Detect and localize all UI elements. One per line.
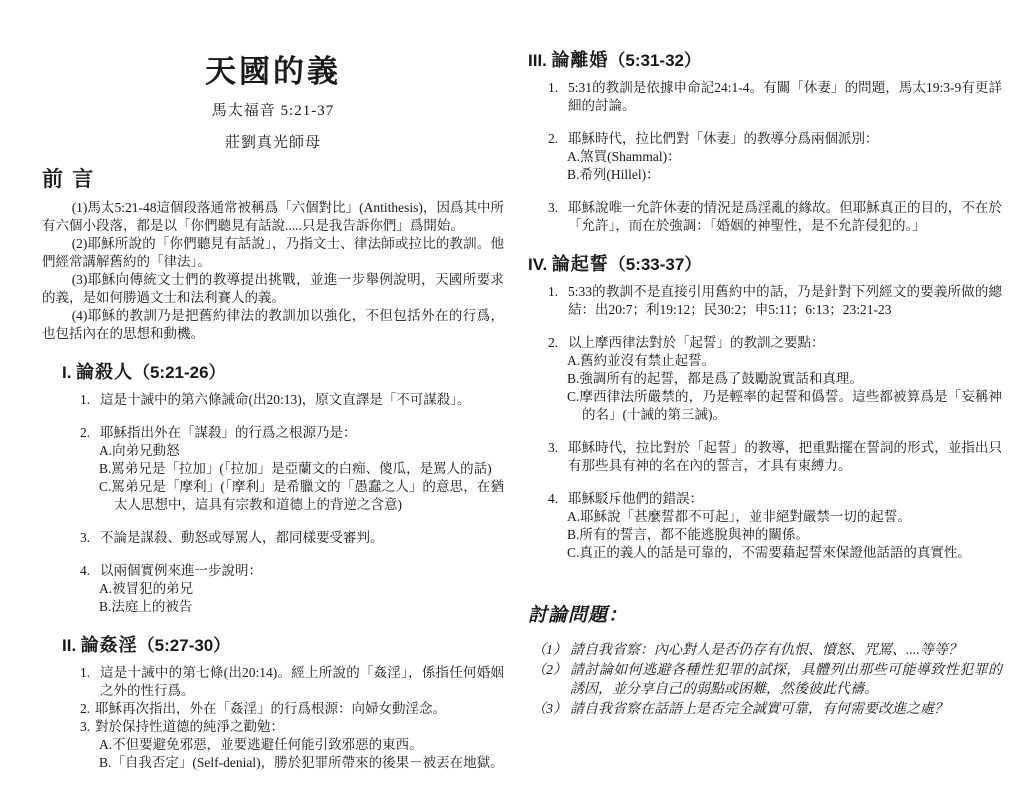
outline-item <box>548 130 1002 148</box>
outline-item <box>548 439 1002 475</box>
section-verse-range: （5:27-30） <box>137 636 231 655</box>
item-number: 2. <box>548 335 559 350</box>
section-title: 論姦淫 <box>80 635 138 655</box>
item-text: 對於保持性道德的純淨之勸勉： <box>95 719 284 734</box>
section-number: II. <box>62 636 77 655</box>
outline-item <box>80 562 504 580</box>
item-number: 3. <box>80 719 91 734</box>
outline-item <box>80 391 504 409</box>
item-number: 4. <box>548 491 559 506</box>
item-text: 耶穌說唯一允許休妻的情況是爲淫亂的緣故。但耶穌真正的目的，不在於「允許」，而在於強調：「婚姻的神聖性，是不允許侵犯的。」 <box>568 200 1002 233</box>
section-heading-oaths <box>528 250 1002 276</box>
item-number: 1. <box>548 284 559 299</box>
question-number: （1） <box>532 643 567 658</box>
item-text: 5:33的教訓不是直接引用舊約中的話，乃是針對下列經文的要義所做的總結：出20:7；利19:12；民30:2；申5:11；6:13；23:21-23 <box>568 284 1002 317</box>
item-text: 耶穌時代，拉比對於「起誓」的教導，把重點擺在誓詞的形式，並指出只有那些具有神的名在內的誓言，才具有束縛力。 <box>568 440 1002 473</box>
outline-item <box>548 79 1002 115</box>
discussion-question <box>532 700 1002 720</box>
outline-subitem: B.所有的誓言，都不能逃脫與神的關係。 <box>567 527 809 542</box>
section-title: 論離婚 <box>551 50 609 70</box>
preface-paragraph: (1)馬太5:21-48這個段落通常被稱爲「六個對比」(Antithesis)，因爲其中所有六個小段落，都是以「你們聽見有話說.....只是我告訴你們」爲開始。 <box>42 200 504 233</box>
scripture-reference: 馬太福音 5:21-37 <box>211 103 335 119</box>
item-text: 以兩個實例來進一步說明： <box>100 563 262 578</box>
outline-subitem: C.真正的義人的話是可靠的，不需要藉起誓來保證他話語的真實性。 <box>567 545 971 560</box>
item-text: 以上摩西律法對於「起誓」的教訓之要點： <box>568 335 825 350</box>
outline-item <box>80 424 504 442</box>
discussion-heading: 討論問題： <box>528 605 629 626</box>
item-text: 這是十誡中的第六條誡命(出20:13)，原文直譯是「不可謀殺」。 <box>100 392 471 407</box>
item-text: 耶穌再次指出，外在「姦淫」的行爲根源：向婦女動淫念。 <box>95 701 446 716</box>
outline-subitem: A.舊約並沒有禁止起誓。 <box>567 353 716 368</box>
outline-item <box>80 529 504 547</box>
outline-item <box>80 700 504 718</box>
outline-subitem: B.「自我否定」(Self-denial)，勝於犯罪所帶來的後果－被丟在地獄。 <box>99 755 504 770</box>
item-number: 4. <box>80 563 91 578</box>
section-heading-adultery <box>62 631 504 657</box>
section-verse-range: （5:21-26） <box>132 363 226 382</box>
outline-subitem: A.被冒犯的弟兄 <box>99 581 194 596</box>
section-title: 論起誓 <box>551 254 609 274</box>
outline-subitem: C.罵弟兄是「摩利」(「摩利」是希臘文的「愚蠢之人」的意思，在猶太人思想中，這具有宗教和道德上的背逆之含意) <box>99 479 504 512</box>
item-text: 不論是謀殺、動怒或辱罵人，都同樣要受審判。 <box>100 530 384 545</box>
preface-paragraph: (4)耶穌的教訓乃是把舊約律法的教訓加以強化，不但包括外在的行爲，也包括內在的思想和動機。 <box>42 308 504 341</box>
outline-item <box>80 664 504 700</box>
outline-subitem: B.希列(Hillel)： <box>567 167 660 182</box>
author-name: 莊劉真光師母 <box>224 135 321 151</box>
outline-item <box>548 199 1002 235</box>
item-text: 耶穌時代，拉比們對「休妻」的教導分爲兩個派別： <box>568 131 879 146</box>
section-verse-range: （5:33-37） <box>608 255 702 274</box>
outline-subitem: B.法庭上的被告 <box>99 599 193 614</box>
section-number: IV. <box>528 255 548 274</box>
page-title: 天國的義 <box>205 54 341 89</box>
outline-item <box>548 283 1002 319</box>
outline-subitem: B.強調所有的起誓，都是爲了鼓勵說實話和真理。 <box>567 371 863 386</box>
column-right <box>528 46 1002 719</box>
section-heading-murder <box>62 358 504 384</box>
item-text: 5:31的教訓是依據申命記24:1-4。有關「休妻」的問題，馬太19:3-9有更詳細的討論。 <box>568 80 1002 113</box>
section-verse-range: （5:31-32） <box>608 51 702 70</box>
item-text: 耶穌指出外在「謀殺」的行爲之根源乃是： <box>100 425 357 440</box>
item-number: 2. <box>80 701 91 716</box>
outline-subitem: A.耶穌說「甚麼誓都不可起」，並非絕對嚴禁一切的起誓。 <box>567 509 911 524</box>
discussion-section <box>528 600 1002 719</box>
item-number: 3. <box>548 200 559 215</box>
discussion-question <box>532 641 1002 661</box>
section-heading-divorce <box>528 46 1002 72</box>
question-number: （3） <box>532 701 567 717</box>
item-number: 1. <box>80 392 91 407</box>
discussion-question <box>532 661 1002 700</box>
item-number: 2. <box>80 425 91 440</box>
outline-item <box>548 490 1002 508</box>
item-text: 耶穌駁斥他們的錯誤： <box>568 491 703 506</box>
preface-heading: 前 言 <box>42 167 96 191</box>
preface-paragraph: (2)耶穌所說的「你們聽見有話說」，乃指文士、律法師或拉比的教訓。他們經常講解舊約的「律法」。 <box>42 236 504 269</box>
item-number: 2. <box>548 131 559 146</box>
question-number: （2） <box>532 662 567 678</box>
question-text: 請自我省察在話語上是否完全誠實可靠，有何需要改進之處？ <box>570 701 948 717</box>
section-title: 論殺人 <box>75 362 133 382</box>
outline-subitem: B.罵弟兄是「拉加」(「拉加」是亞蘭文的白痴、傻瓜，是罵人的話) <box>99 461 492 476</box>
question-text: 請自我省察：內心對人是否仍存有仇恨、憤怒、咒罵、....等等？ <box>570 643 962 658</box>
outline-subitem: A.不但要避免邪惡，並要逃避任何能引致邪惡的東西。 <box>99 737 423 752</box>
item-text: 這是十誡中的第七條(出20:14)。經上所說的「姦淫」，係指任何婚姻之外的性行爲。 <box>100 665 504 698</box>
item-number: 3. <box>548 440 559 455</box>
item-number: 1. <box>80 665 91 680</box>
preface-paragraph: (3)耶穌向傳統文士們的教導提出挑戰，並進一步舉例說明，天國所要求的義，是如何勝過文士和法利賽人的義。 <box>42 272 504 305</box>
question-text: 請討論如何逃避各種性犯罪的試探，具體列出那些可能導致性犯罪的誘因，並分享自己的弱點或困難，然後彼此代禱。 <box>570 662 1002 697</box>
outline-subitem: A.煞買(Shammal)： <box>567 149 681 164</box>
item-number: 1. <box>548 80 559 95</box>
section-number: I. <box>62 363 72 382</box>
outline-subitem: A.向弟兄動怒 <box>99 443 180 458</box>
outline-subitem: C.摩西律法所嚴禁的，乃是輕率的起誓和僞誓。這些都被算爲是「妄稱神的名」(十誡的第三誡)。 <box>567 389 1002 422</box>
column-left <box>42 46 504 772</box>
outline-item <box>80 718 504 736</box>
section-number: III. <box>528 51 547 70</box>
outline-item <box>548 334 1002 352</box>
item-number: 3. <box>80 530 91 545</box>
